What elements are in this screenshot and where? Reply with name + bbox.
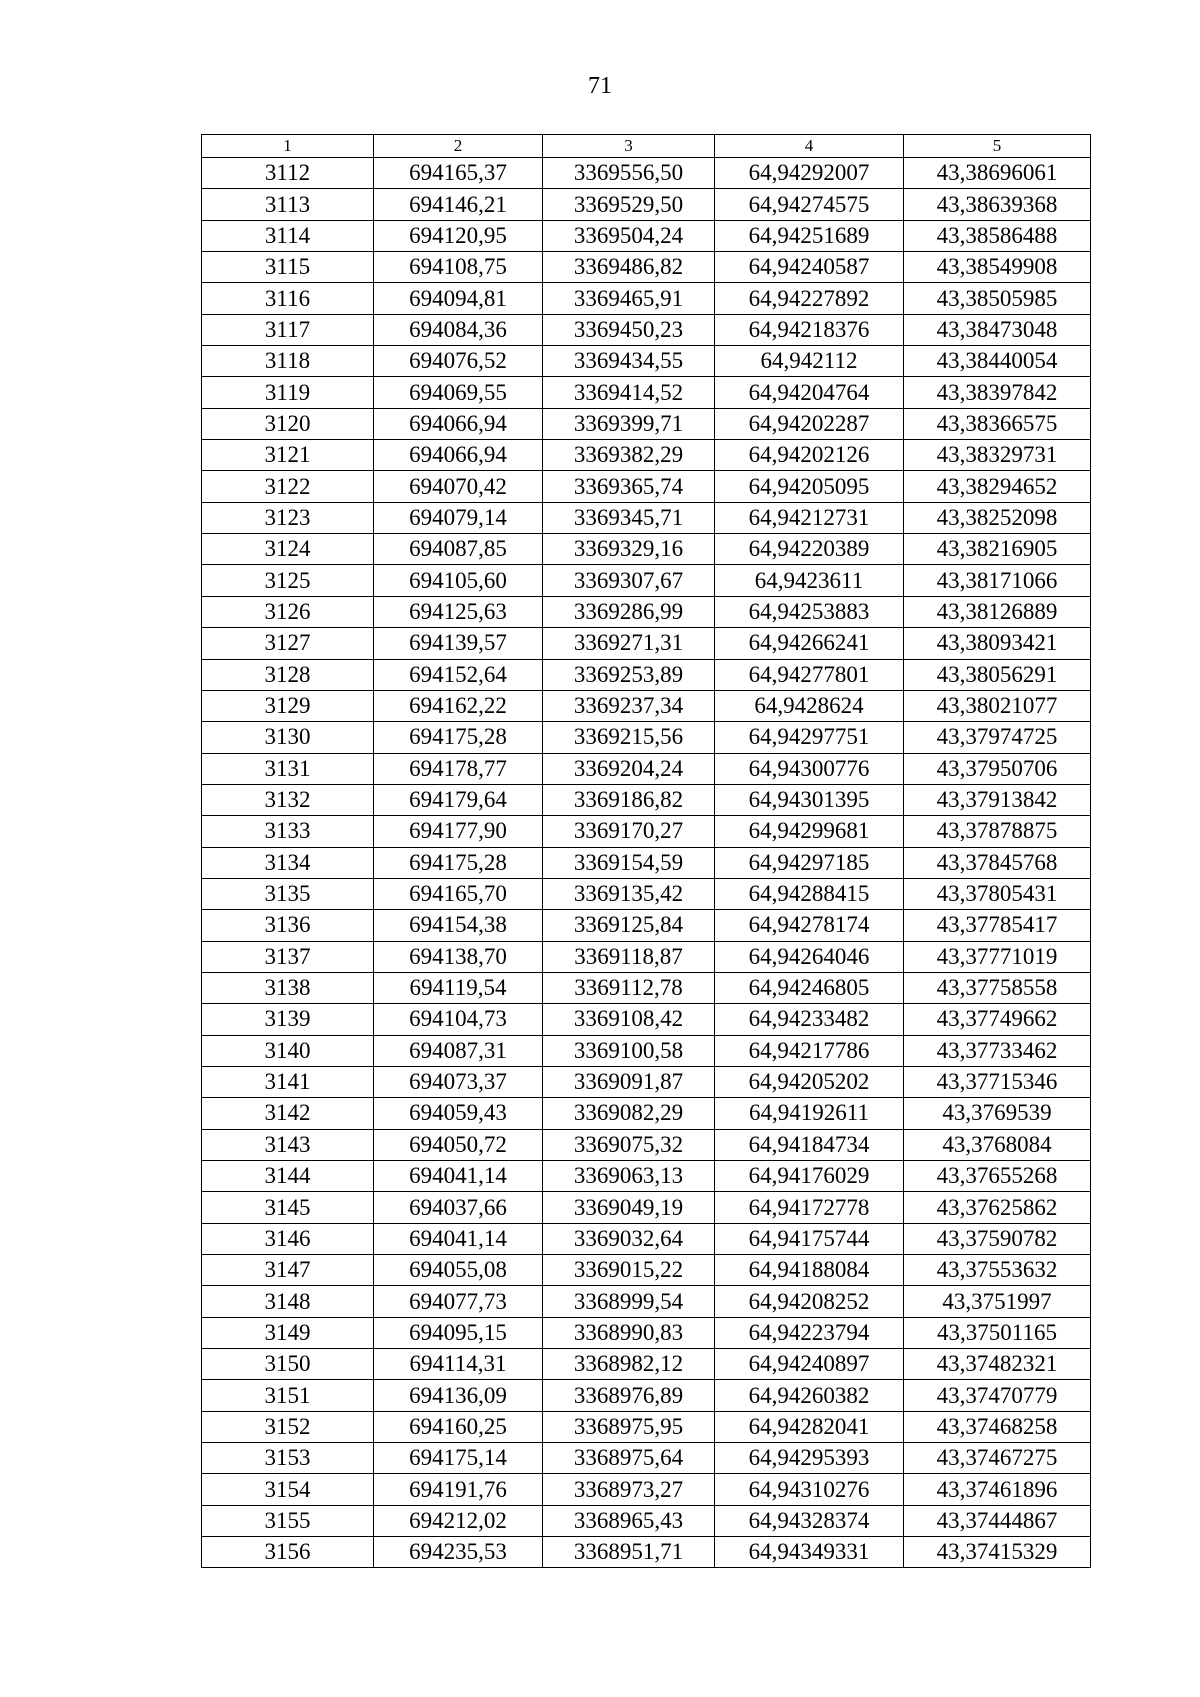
column-header-5: 5 — [904, 135, 1091, 158]
table-cell-col-2: 694235,53 — [374, 1537, 543, 1568]
table-cell-col-3: 3369032,64 — [543, 1223, 715, 1254]
table-cell-col-2: 694175,28 — [374, 847, 543, 878]
table-cell-col-3: 3369082,29 — [543, 1098, 715, 1129]
table-cell-col-1: 3113 — [202, 189, 374, 220]
table-cell-col-2: 694050,72 — [374, 1129, 543, 1160]
table-cell-col-3: 3368999,54 — [543, 1286, 715, 1317]
table-cell-col-2: 694084,36 — [374, 314, 543, 345]
table-row — [202, 910, 1091, 941]
table-cell-col-5: 43,38505985 — [904, 283, 1091, 314]
table-row — [202, 283, 1091, 314]
table-cell-col-2: 694055,08 — [374, 1255, 543, 1286]
table-cell-col-2: 694146,21 — [374, 189, 543, 220]
table-cell-col-3: 3369118,87 — [543, 941, 715, 972]
table-row — [202, 628, 1091, 659]
table-cell-col-2: 694087,85 — [374, 534, 543, 565]
table-cell-col-2: 694105,60 — [374, 565, 543, 596]
table-cell-col-4: 64,94251689 — [715, 220, 904, 251]
header-row — [202, 135, 1091, 158]
table-cell-col-4: 64,94218376 — [715, 314, 904, 345]
table-cell-col-3: 3369399,71 — [543, 408, 715, 439]
table-cell-col-2: 694165,37 — [374, 158, 543, 189]
table-cell-col-5: 43,37749662 — [904, 1004, 1091, 1035]
table-cell-col-3: 3368951,71 — [543, 1537, 715, 1568]
table-cell-col-1: 3128 — [202, 659, 374, 690]
table-cell-col-1: 3126 — [202, 596, 374, 627]
table-cell-col-5: 43,37625862 — [904, 1192, 1091, 1223]
table-row — [202, 847, 1091, 878]
table-cell-col-3: 3369414,52 — [543, 377, 715, 408]
table-row — [202, 377, 1091, 408]
table-cell-col-4: 64,94292007 — [715, 158, 904, 189]
table-cell-col-1: 3122 — [202, 471, 374, 502]
table-cell-col-4: 64,94208252 — [715, 1286, 904, 1317]
table-row — [202, 220, 1091, 251]
table-cell-col-5: 43,38639368 — [904, 189, 1091, 220]
table-cell-col-5: 43,38216905 — [904, 534, 1091, 565]
table-cell-col-2: 694212,02 — [374, 1505, 543, 1536]
table-cell-col-1: 3151 — [202, 1380, 374, 1411]
table-cell-col-3: 3369135,42 — [543, 878, 715, 909]
table-cell-col-5: 43,38252098 — [904, 502, 1091, 533]
table-cell-col-2: 694079,14 — [374, 502, 543, 533]
table-cell-col-4: 64,94297185 — [715, 847, 904, 878]
table-cell-col-3: 3368975,95 — [543, 1411, 715, 1442]
table-cell-col-3: 3368982,12 — [543, 1349, 715, 1380]
table-cell-col-1: 3148 — [202, 1286, 374, 1317]
table-cell-col-3: 3369063,13 — [543, 1161, 715, 1192]
table-cell-col-3: 3369170,27 — [543, 816, 715, 847]
table-cell-col-5: 43,38294652 — [904, 471, 1091, 502]
table-cell-col-2: 694066,94 — [374, 408, 543, 439]
table-row — [202, 753, 1091, 784]
table-cell-col-2: 694069,55 — [374, 377, 543, 408]
table-cell-col-5: 43,37974725 — [904, 722, 1091, 753]
table-cell-col-2: 694087,31 — [374, 1035, 543, 1066]
table-cell-col-1: 3150 — [202, 1349, 374, 1380]
table-cell-col-1: 3125 — [202, 565, 374, 596]
table-cell-col-1: 3131 — [202, 753, 374, 784]
table-row — [202, 1066, 1091, 1097]
table-cell-col-3: 3369015,22 — [543, 1255, 715, 1286]
table-cell-col-4: 64,94253883 — [715, 596, 904, 627]
table-cell-col-3: 3369345,71 — [543, 502, 715, 533]
table-cell-col-3: 3369108,42 — [543, 1004, 715, 1035]
table-row — [202, 1537, 1091, 1568]
table-cell-col-4: 64,94301395 — [715, 784, 904, 815]
column-header-3: 3 — [543, 135, 715, 158]
table-cell-col-4: 64,94295393 — [715, 1443, 904, 1474]
table-cell-col-1: 3137 — [202, 941, 374, 972]
table-cell-col-5: 43,38586488 — [904, 220, 1091, 251]
table-cell-col-5: 43,37590782 — [904, 1223, 1091, 1254]
table-cell-col-5: 43,37715346 — [904, 1066, 1091, 1097]
table-cell-col-2: 694077,73 — [374, 1286, 543, 1317]
table-cell-col-3: 3369556,50 — [543, 158, 715, 189]
table-cell-col-5: 43,37758558 — [904, 972, 1091, 1003]
table-row — [202, 784, 1091, 815]
table-cell-col-3: 3369091,87 — [543, 1066, 715, 1097]
table-cell-col-2: 694165,70 — [374, 878, 543, 909]
table-cell-col-5: 43,37785417 — [904, 910, 1091, 941]
table-cell-col-4: 64,94328374 — [715, 1505, 904, 1536]
table-cell-col-5: 43,38440054 — [904, 346, 1091, 377]
table-cell-col-4: 64,94217786 — [715, 1035, 904, 1066]
table-cell-col-1: 3145 — [202, 1192, 374, 1223]
table-row — [202, 534, 1091, 565]
table-cell-col-2: 694041,14 — [374, 1223, 543, 1254]
table-row — [202, 1255, 1091, 1286]
table-cell-col-4: 64,94172778 — [715, 1192, 904, 1223]
table-cell-col-3: 3369075,32 — [543, 1129, 715, 1160]
table-cell-col-4: 64,94282041 — [715, 1411, 904, 1442]
table-cell-col-3: 3368976,89 — [543, 1380, 715, 1411]
table-cell-col-3: 3368965,43 — [543, 1505, 715, 1536]
table-cell-col-3: 3369215,56 — [543, 722, 715, 753]
table-cell-col-1: 3118 — [202, 346, 374, 377]
table-cell-col-5: 43,38056291 — [904, 659, 1091, 690]
table-row — [202, 471, 1091, 502]
table-cell-col-4: 64,94240897 — [715, 1349, 904, 1380]
table-cell-col-5: 43,38126889 — [904, 596, 1091, 627]
table-cell-col-2: 694175,14 — [374, 1443, 543, 1474]
table-cell-col-1: 3129 — [202, 690, 374, 721]
table-row — [202, 408, 1091, 439]
table-cell-col-5: 43,38171066 — [904, 565, 1091, 596]
table-cell-col-3: 3369112,78 — [543, 972, 715, 1003]
table-cell-col-4: 64,94274575 — [715, 189, 904, 220]
table-row — [202, 1443, 1091, 1474]
table-cell-col-3: 3369450,23 — [543, 314, 715, 345]
table-cell-col-4: 64,94223794 — [715, 1317, 904, 1348]
table-cell-col-5: 43,37501165 — [904, 1317, 1091, 1348]
table-cell-col-2: 694108,75 — [374, 252, 543, 283]
table-cell-col-4: 64,942112 — [715, 346, 904, 377]
table-cell-col-4: 64,94300776 — [715, 753, 904, 784]
table-cell-col-3: 3369186,82 — [543, 784, 715, 815]
table-cell-col-1: 3149 — [202, 1317, 374, 1348]
table-cell-col-1: 3134 — [202, 847, 374, 878]
table-cell-col-2: 694095,15 — [374, 1317, 543, 1348]
table-cell-col-5: 43,38549908 — [904, 252, 1091, 283]
table-cell-col-1: 3127 — [202, 628, 374, 659]
table-cell-col-4: 64,94246805 — [715, 972, 904, 1003]
table-row — [202, 1035, 1091, 1066]
table-cell-col-5: 43,38093421 — [904, 628, 1091, 659]
table-row — [202, 440, 1091, 471]
table-row — [202, 659, 1091, 690]
table-cell-col-5: 43,37553632 — [904, 1255, 1091, 1286]
table-row — [202, 1223, 1091, 1254]
table-cell-col-5: 43,37805431 — [904, 878, 1091, 909]
table-cell-col-4: 64,94212731 — [715, 502, 904, 533]
page-number: 71 — [588, 73, 612, 99]
table-cell-col-2: 694138,70 — [374, 941, 543, 972]
table-row — [202, 565, 1091, 596]
table-cell-col-3: 3369125,84 — [543, 910, 715, 941]
table-cell-col-5: 43,37470779 — [904, 1380, 1091, 1411]
table-cell-col-4: 64,94233482 — [715, 1004, 904, 1035]
table-cell-col-1: 3144 — [202, 1161, 374, 1192]
table-cell-col-3: 3369253,89 — [543, 659, 715, 690]
table-row — [202, 1192, 1091, 1223]
table-cell-col-2: 694125,63 — [374, 596, 543, 627]
table-cell-col-3: 3369465,91 — [543, 283, 715, 314]
table-cell-col-3: 3369365,74 — [543, 471, 715, 502]
table-cell-col-3: 3368975,64 — [543, 1443, 715, 1474]
table-cell-col-1: 3117 — [202, 314, 374, 345]
column-header-2: 2 — [374, 135, 543, 158]
table-cell-col-4: 64,94260382 — [715, 1380, 904, 1411]
table-cell-col-3: 3369434,55 — [543, 346, 715, 377]
table-cell-col-3: 3369154,59 — [543, 847, 715, 878]
table-cell-col-1: 3155 — [202, 1505, 374, 1536]
table-row — [202, 722, 1091, 753]
table-cell-col-5: 43,37913842 — [904, 784, 1091, 815]
table-cell-col-2: 694119,54 — [374, 972, 543, 1003]
table-cell-col-1: 3154 — [202, 1474, 374, 1505]
table-row — [202, 1004, 1091, 1035]
table-row — [202, 314, 1091, 345]
table-cell-col-3: 3368990,83 — [543, 1317, 715, 1348]
table-cell-col-3: 3369504,24 — [543, 220, 715, 251]
table-cell-col-5: 43,37771019 — [904, 941, 1091, 972]
table-row — [202, 346, 1091, 377]
table-cell-col-4: 64,94310276 — [715, 1474, 904, 1505]
table-cell-col-4: 64,9428624 — [715, 690, 904, 721]
table-cell-col-2: 694162,22 — [374, 690, 543, 721]
table-row — [202, 1411, 1091, 1442]
table-cell-col-5: 43,38473048 — [904, 314, 1091, 345]
table-cell-col-3: 3369307,67 — [543, 565, 715, 596]
table-cell-col-3: 3369286,99 — [543, 596, 715, 627]
table-cell-col-4: 64,94299681 — [715, 816, 904, 847]
table-cell-col-5: 43,3769539 — [904, 1098, 1091, 1129]
table-body — [202, 158, 1091, 1568]
table-cell-col-5: 43,38696061 — [904, 158, 1091, 189]
table-cell-col-4: 64,94205095 — [715, 471, 904, 502]
table-cell-col-5: 43,37878875 — [904, 816, 1091, 847]
table-cell-col-4: 64,94227892 — [715, 283, 904, 314]
table-cell-col-2: 694191,76 — [374, 1474, 543, 1505]
table-row — [202, 816, 1091, 847]
table-cell-col-4: 64,94277801 — [715, 659, 904, 690]
table-cell-col-2: 694066,94 — [374, 440, 543, 471]
table-cell-col-2: 694104,73 — [374, 1004, 543, 1035]
table-cell-col-1: 3141 — [202, 1066, 374, 1097]
table-cell-col-3: 3369271,31 — [543, 628, 715, 659]
table-cell-col-4: 64,94266241 — [715, 628, 904, 659]
table-cell-col-1: 3139 — [202, 1004, 374, 1035]
table-row — [202, 189, 1091, 220]
table-cell-col-2: 694037,66 — [374, 1192, 543, 1223]
table-cell-col-3: 3369204,24 — [543, 753, 715, 784]
table-cell-col-1: 3115 — [202, 252, 374, 283]
table-cell-col-5: 43,3751997 — [904, 1286, 1091, 1317]
table-cell-col-1: 3114 — [202, 220, 374, 251]
table-row — [202, 596, 1091, 627]
table-cell-col-5: 43,37733462 — [904, 1035, 1091, 1066]
table-cell-col-1: 3112 — [202, 158, 374, 189]
table-row — [202, 1505, 1091, 1536]
table-cell-col-3: 3368973,27 — [543, 1474, 715, 1505]
table-cell-col-2: 694094,81 — [374, 283, 543, 314]
table-cell-col-3: 3369329,16 — [543, 534, 715, 565]
table-cell-col-5: 43,37845768 — [904, 847, 1091, 878]
table-cell-col-2: 694059,43 — [374, 1098, 543, 1129]
table-cell-col-1: 3140 — [202, 1035, 374, 1066]
table-cell-col-1: 3116 — [202, 283, 374, 314]
table-cell-col-1: 3143 — [202, 1129, 374, 1160]
table-cell-col-4: 64,94349331 — [715, 1537, 904, 1568]
table-row — [202, 1286, 1091, 1317]
table-row — [202, 1474, 1091, 1505]
table-cell-col-4: 64,94202126 — [715, 440, 904, 471]
table-row — [202, 1349, 1091, 1380]
table-cell-col-5: 43,37950706 — [904, 753, 1091, 784]
table-cell-col-1: 3147 — [202, 1255, 374, 1286]
column-header-1: 1 — [202, 135, 374, 158]
table-cell-col-2: 694175,28 — [374, 722, 543, 753]
table-row — [202, 690, 1091, 721]
table-cell-col-4: 64,94264046 — [715, 941, 904, 972]
table-cell-col-2: 694160,25 — [374, 1411, 543, 1442]
table-cell-col-2: 694120,95 — [374, 220, 543, 251]
table-row — [202, 1317, 1091, 1348]
table-cell-col-1: 3119 — [202, 377, 374, 408]
table-cell-col-3: 3369529,50 — [543, 189, 715, 220]
table-row — [202, 1098, 1091, 1129]
table-cell-col-5: 43,37461896 — [904, 1474, 1091, 1505]
table-cell-col-4: 64,94202287 — [715, 408, 904, 439]
table-cell-col-3: 3369237,34 — [543, 690, 715, 721]
table-cell-col-4: 64,94184734 — [715, 1129, 904, 1160]
table-cell-col-5: 43,37468258 — [904, 1411, 1091, 1442]
table-cell-col-4: 64,94220389 — [715, 534, 904, 565]
table-cell-col-2: 694076,52 — [374, 346, 543, 377]
table-cell-col-2: 694114,31 — [374, 1349, 543, 1380]
table-cell-col-2: 694073,37 — [374, 1066, 543, 1097]
table-cell-col-5: 43,38366575 — [904, 408, 1091, 439]
table-cell-col-3: 3369100,58 — [543, 1035, 715, 1066]
table-cell-col-4: 64,94176029 — [715, 1161, 904, 1192]
table-cell-col-1: 3132 — [202, 784, 374, 815]
table-cell-col-2: 694179,64 — [374, 784, 543, 815]
table-cell-col-4: 64,94240587 — [715, 252, 904, 283]
table-cell-col-2: 694070,42 — [374, 471, 543, 502]
table-cell-col-4: 64,94188084 — [715, 1255, 904, 1286]
table-cell-col-1: 3135 — [202, 878, 374, 909]
table-cell-col-1: 3146 — [202, 1223, 374, 1254]
table-cell-col-1: 3142 — [202, 1098, 374, 1129]
table-row — [202, 1161, 1091, 1192]
table-cell-col-2: 694152,64 — [374, 659, 543, 690]
table-cell-col-2: 694154,38 — [374, 910, 543, 941]
table-cell-col-5: 43,38329731 — [904, 440, 1091, 471]
table-row — [202, 972, 1091, 1003]
table-row — [202, 878, 1091, 909]
table-cell-col-5: 43,37415329 — [904, 1537, 1091, 1568]
table-cell-col-1: 3130 — [202, 722, 374, 753]
table-row — [202, 1129, 1091, 1160]
table-cell-col-4: 64,94288415 — [715, 878, 904, 909]
table-cell-col-2: 694178,77 — [374, 753, 543, 784]
coordinates-table — [201, 134, 1091, 1568]
table-cell-col-3: 3369382,29 — [543, 440, 715, 471]
table-cell-col-2: 694177,90 — [374, 816, 543, 847]
table-cell-col-1: 3153 — [202, 1443, 374, 1474]
column-header-4: 4 — [715, 135, 904, 158]
table-cell-col-4: 64,94175744 — [715, 1223, 904, 1254]
table-cell-col-5: 43,37482321 — [904, 1349, 1091, 1380]
table-header — [202, 135, 1091, 158]
table-cell-col-4: 64,94205202 — [715, 1066, 904, 1097]
table-cell-col-5: 43,37655268 — [904, 1161, 1091, 1192]
table-cell-col-5: 43,38021077 — [904, 690, 1091, 721]
table-cell-col-3: 3369486,82 — [543, 252, 715, 283]
table-cell-col-1: 3123 — [202, 502, 374, 533]
table-cell-col-1: 3156 — [202, 1537, 374, 1568]
table-cell-col-1: 3121 — [202, 440, 374, 471]
table-row — [202, 158, 1091, 189]
table-cell-col-2: 694139,57 — [374, 628, 543, 659]
table-cell-col-5: 43,37444867 — [904, 1505, 1091, 1536]
table-cell-col-2: 694136,09 — [374, 1380, 543, 1411]
table-cell-col-5: 43,38397842 — [904, 377, 1091, 408]
table-cell-col-2: 694041,14 — [374, 1161, 543, 1192]
table-cell-col-1: 3152 — [202, 1411, 374, 1442]
table-cell-col-4: 64,94297751 — [715, 722, 904, 753]
table-cell-col-4: 64,94278174 — [715, 910, 904, 941]
table-cell-col-1: 3136 — [202, 910, 374, 941]
table-row — [202, 252, 1091, 283]
table-row — [202, 502, 1091, 533]
table-row — [202, 941, 1091, 972]
table-cell-col-4: 64,94204764 — [715, 377, 904, 408]
table-cell-col-1: 3124 — [202, 534, 374, 565]
table-cell-col-5: 43,37467275 — [904, 1443, 1091, 1474]
table-cell-col-4: 64,94192611 — [715, 1098, 904, 1129]
table-cell-col-3: 3369049,19 — [543, 1192, 715, 1223]
table-cell-col-4: 64,9423611 — [715, 565, 904, 596]
table-cell-col-5: 43,3768084 — [904, 1129, 1091, 1160]
table-row — [202, 1380, 1091, 1411]
table-cell-col-1: 3120 — [202, 408, 374, 439]
table-cell-col-1: 3133 — [202, 816, 374, 847]
table-cell-col-1: 3138 — [202, 972, 374, 1003]
